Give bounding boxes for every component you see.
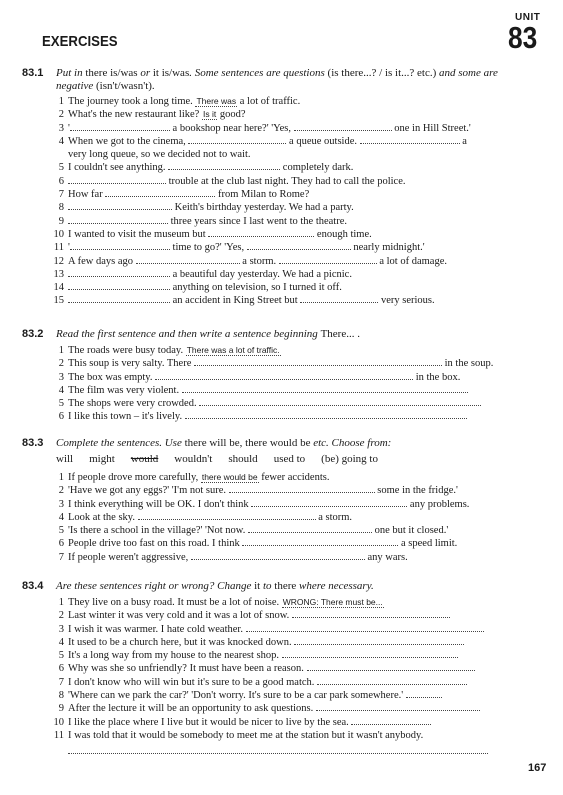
example-answer: there would be [201, 472, 258, 482]
exercise-item: 15 an accident in King Street but very serious. [53, 295, 435, 307]
choice-word: (be) going to [321, 453, 378, 465]
exercise-item: 9 After the lecture it will be an opportunity to ask questions. [0, 702, 563, 715]
exercise-item: 1 They live on a busy road. It must be a lot of noise. WRONG: There must be... [58, 597, 383, 608]
exercise-item: 4 The film was very violent. [0, 384, 563, 397]
answer-blank[interactable] [300, 294, 378, 303]
answer-blank[interactable] [251, 498, 407, 507]
choice-word: should [228, 453, 258, 465]
answer-blank[interactable] [292, 609, 450, 618]
example-answer: There was a lot of traffic. [186, 345, 280, 355]
answer-blank[interactable] [316, 702, 480, 711]
exercise-item: 1 The roads were busy today. There was a lot of traffic. [58, 345, 280, 356]
exercise-item: 6 Why was she so unfriendly? It must have been a reason. [0, 662, 563, 675]
answer-blank[interactable] [182, 384, 468, 393]
answer-blank[interactable] [68, 175, 166, 184]
answer-blank[interactable] [307, 662, 475, 671]
answer-blank[interactable] [68, 294, 170, 303]
exercise-item: 3 I think everything will be OK. I don't think any problems. [58, 498, 470, 510]
exercise-item: 8 Keith's birthday yesterday. We had a party. [58, 202, 354, 214]
answer-blank[interactable] [168, 161, 280, 170]
exercise-item: 5 'Is there a school in the village?' 'Not now. one but it closed.' [58, 525, 449, 537]
exercise-number: 83.3 [22, 437, 44, 449]
answer-blank[interactable] [248, 524, 372, 533]
answer-blank[interactable] [70, 241, 170, 250]
exercise-item: 2 Last winter it was very cold and it was a lot of snow. [0, 609, 563, 622]
exercise-item: 10 I like the place where I live but it would be nicer to live by the sea. [0, 716, 563, 729]
answer-blank[interactable] [68, 201, 172, 210]
exercise-item: 3 ' a bookshop near here?' 'Yes, one in Hill Street.' [58, 122, 471, 134]
answer-blank[interactable] [105, 188, 215, 197]
exercise-item-continuation: very long queue, so we decided not to wait. [68, 149, 251, 161]
exercise-item: 2 'Have we got any eggs?' 'I'm not sure. some in the fridge.' [58, 485, 458, 497]
exercise-item: 10 I wanted to visit the museum but enough time. [53, 228, 372, 240]
exercise-item: 1 The journey took a long time. There was a lot of traffic. [58, 96, 301, 107]
answer-blank[interactable] [294, 122, 392, 131]
exercise-item: 4 When we got to the cinema, a queue outside. a [58, 135, 467, 147]
answer-blank[interactable] [68, 215, 168, 224]
exercise-item: 6 People drive too fast on this road. I think a speed limit. [58, 538, 458, 550]
exercise-item: 3 I wish it was warmer. I hate cold weather. [0, 623, 563, 636]
answer-blank[interactable] [199, 397, 481, 406]
answer-blank[interactable] [279, 255, 377, 264]
exercise-item: 3 The box was empty. in the box. [58, 371, 461, 383]
example-answer: Is it [202, 109, 217, 120]
exercise-item: 14 anything on television, so I turned it off. [53, 282, 342, 294]
exercise-item: 5 It's a long way from my house to the nearest shop. [0, 649, 563, 662]
exercise-instructions: Complete the sentences. Use there will be, there would be etc. Choose from: [56, 437, 392, 449]
exercise-instructions: Read the first sentence and then write a sentence beginning There... . [56, 328, 360, 340]
choice-word-used: would [130, 453, 159, 465]
exercise-item: 11 ' time to go?' 'Yes, nearly midnight.' [53, 242, 425, 254]
exercise-item: 4 Look at the sky. a storm. [58, 511, 353, 523]
unit-number: 83 [508, 20, 538, 55]
exercise-number: 83.2 [22, 328, 44, 340]
choice-word: wouldn't [174, 453, 213, 465]
answer-blank[interactable] [191, 551, 365, 560]
answer-blank[interactable] [282, 649, 458, 658]
answer-blank[interactable] [68, 281, 170, 290]
answer-blank[interactable] [246, 623, 484, 632]
page-title: EXERCISES [42, 33, 118, 50]
answer-blank[interactable] [229, 484, 375, 493]
exercise-item: 7 I don't know who will win but it's sure to be a good match. [0, 676, 563, 689]
answer-blank[interactable] [68, 268, 170, 277]
answer-blank[interactable] [136, 255, 240, 264]
exercise-item: 2 What's the new restaurant like? Is it good? [58, 109, 246, 121]
exercise-number: 83.1 [22, 67, 44, 79]
answer-blank[interactable] [294, 636, 464, 645]
answer-blank[interactable] [360, 135, 460, 144]
answer-blank[interactable] [242, 537, 398, 546]
choice-word: used to [273, 453, 306, 465]
answer-blank[interactable] [70, 122, 170, 131]
answer-blank[interactable] [208, 228, 314, 237]
exercise-item: 7 If people weren't aggressive, any wars. [58, 551, 408, 563]
exercise-item: 13 a beautiful day yesterday. We had a picnic. [53, 268, 352, 280]
exercise-item: 2 This soup is very salty. There in the soup. [58, 358, 494, 370]
exercise-number: 83.4 [22, 580, 44, 592]
answer-blank[interactable] [247, 241, 351, 250]
answer-blank[interactable] [351, 716, 431, 725]
answer-blank[interactable] [185, 410, 467, 419]
exercise-item: 9 three years since I last went to the theatre. [58, 215, 348, 227]
answer-blank[interactable] [317, 676, 467, 685]
page-number: 167 [528, 762, 547, 774]
answer-blank[interactable] [406, 689, 442, 698]
exercise-item: 5 The shops were very crowded. [0, 397, 563, 410]
exercise-item: 6 trouble at the club last night. They had to call the police. [58, 175, 406, 187]
answer-blank[interactable] [138, 511, 316, 520]
exercise-item: 6 I like this town – it's lively. [0, 410, 563, 423]
exercise-item: 4 It used to be a church here, but it was knocked down. [0, 636, 563, 649]
word-choices [56, 453, 394, 466]
answer-blank[interactable] [188, 135, 286, 144]
exercise-item: 5 I couldn't see anything. completely dark. [58, 162, 354, 174]
choice-word: might [89, 453, 115, 465]
exercise-item: 11 I was told that it would be somebody to meet me at the station but it wasn't anybody. [53, 729, 424, 741]
answer-blank[interactable] [68, 745, 488, 754]
example-answer: WRONG: There must be... [282, 597, 383, 607]
exercise-instructions: Are these sentences right or wrong? Change it to there where necessary. [56, 580, 374, 592]
example-answer: There was [196, 96, 237, 106]
exercise-item: 12 A few days ago a storm. a lot of damage. [53, 255, 447, 267]
unit-label: UNIT [515, 12, 541, 23]
exercise-item: 7 How far from Milan to Rome? [58, 189, 310, 201]
answer-blank[interactable] [194, 357, 442, 366]
exercise-item: 1 If people drove more carefully, there would be fewer accidents. [58, 472, 330, 483]
choice-word: will [56, 453, 74, 465]
answer-blank[interactable] [155, 371, 413, 380]
exercise-instructions: Put in there is/was or it is/was. Some sentences are questions (is there...? / is it...? etc.) and some are negative (isn't/wasn't). [56, 67, 498, 92]
exercise-item: 8 'Where can we park the car?' 'Don't worry. It's sure to be a car park somewhere.' [0, 689, 563, 702]
exercise-item-continuation [0, 742, 563, 758]
